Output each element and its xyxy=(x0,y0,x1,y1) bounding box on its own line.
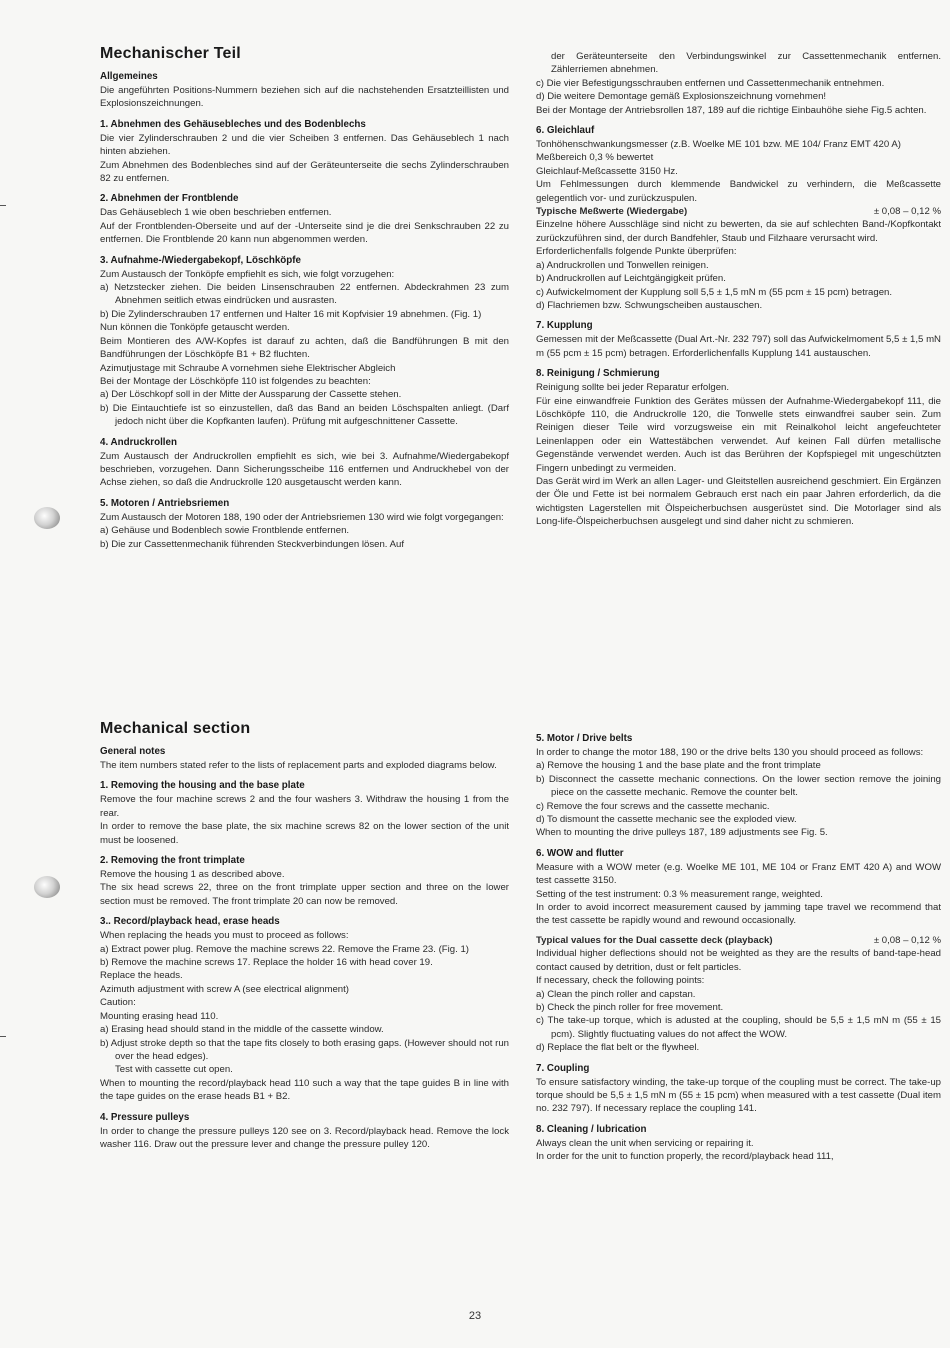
paragraph: Die vier Zylinderschrauben 2 und die vier Scheiben 3 entfernen. Das Gehäuseblech 1 nach hinten abziehen. xyxy=(100,132,509,158)
paragraph: Nun können die Tonköpfe getauscht werden. xyxy=(100,322,290,334)
list-item: d) Replace the flat belt or the flywheel. xyxy=(536,1042,700,1054)
list-item: d) To dismount the cassette mechanic see the exploded view. xyxy=(536,814,797,826)
typical-values-value: ± 0,08 – 0,12 % xyxy=(873,934,941,946)
list-item: a) Netzstecker ziehen. Die beiden Linsenschrauben 22 entfernen. Abdeckrahmen 23 zum Abnehmen seitlich etwas eindrücken und ausrasten. xyxy=(100,282,509,307)
paragraph: Remove the housing 1 as described above. xyxy=(100,869,285,881)
paragraph: When to mounting the drive pulleys 187, 189 adjustments see Fig. 5. xyxy=(536,827,828,839)
list-item: b) Die zur Cassettenmechanik führenden Steckverbindungen lösen. Auf xyxy=(100,538,404,550)
list-item: d) Die weitere Demontage gemäß Explosionszeichnung vornehmen! xyxy=(536,91,827,103)
list-item: a) Der Löschkopf soll in der Mitte der Aussparung der Cassette stehen. xyxy=(100,389,402,401)
paragraph: Einzelne höhere Ausschläge sind nicht zu bewerten, da sie auf schlechten Band-/Kopfkontakt zurückzuführen sind, der durch Bandfehler, Staub und Filzhaare verursacht wird. xyxy=(536,219,941,244)
paragraph: In order to remove the base plate, the six machine screws 82 on the lower section of the unit must be loosened. xyxy=(100,821,509,846)
list-item: b) Remove the machine screws 17. Replace the holder 16 with head cover 19. xyxy=(100,957,433,969)
heading: 7. Coupling xyxy=(536,1062,590,1074)
paragraph: Zum Austausch der Andruckrollen empfiehlt es sich, wie bei 3. Aufnahme/Wiedergabekopf beschrieben, vorzugehen. Dann Sicherungsscheibe 116 entfernen und Andruckhebel von der Achse ziehen, so daß die Andruckrolle 120 ausgetauscht werden kann. xyxy=(100,450,509,489)
paragraph: Das Gehäuseblech 1 wie oben beschrieben entfernen. xyxy=(100,207,332,219)
heading: 4. Andruckrollen xyxy=(100,436,177,448)
list-item: a) Andruckrollen und Tonwellen reinigen. xyxy=(536,259,709,271)
paragraph: When to mounting the record/playback head 110 such a way that the tape guides B in line with the tape guides on the erase heads B1 + B2. xyxy=(100,1077,509,1103)
list-item: a) Gehäuse und Bodenblech sowie Frontblende entfernen. xyxy=(100,525,350,537)
heading: 4. Pressure pulleys xyxy=(100,1111,190,1123)
english-left-column xyxy=(100,720,509,1151)
list-item: b) Die Zylinderschrauben 17 entfernen und Halter 16 mit Kopfvisier 19 abnehmen. (Fig. 1) xyxy=(100,308,482,320)
paragraph: Auf der Frontblenden-Oberseite und auf der -Unterseite sind je die drei Senkschrauben 22 zu entfernen. Die Frontblende 20 kann nun abgenommen werden. xyxy=(100,220,509,246)
paragraph: Caution: xyxy=(100,997,136,1009)
paragraph: Always clean the unit when servicing or repairing it. xyxy=(536,1137,754,1149)
list-item: b) Adjust stroke depth so that the tape fits closely to both erasing gaps. (However should not run over the head edges). xyxy=(100,1037,509,1062)
paragraph: Gemessen mit der Meßcassette (Dual Art.-Nr. 232 797) soll das Aufwickelmoment 5,5 ± 1,5 mN m (55 pcm ± 15 pcm) betragen. Erforderlichenfalls Kupplung 141 austauschen. xyxy=(536,334,941,359)
paragraph: Beim Montieren des A/W-Kopfes ist darauf zu achten, daß die Bandführungen B mit den Bandführungen der Löschköpfe B1 + B2 fluchten. xyxy=(100,335,509,361)
paragraph: Erforderlichenfalls folgende Punkte überprüfen: xyxy=(536,246,737,258)
paragraph: Test with cassette cut open. xyxy=(115,1064,233,1076)
paragraph: Reinigung sollte bei jeder Reparatur erfolgen. xyxy=(536,382,730,394)
heading: 5. Motor / Drive belts xyxy=(536,733,633,744)
paragraph: The six head screws 22, three on the front trimplate upper section and three on the lower section must be removed. The front trimplate 20 can now be removed. xyxy=(100,882,509,907)
paragraph: Individual higher deflections should not be weighted as they are the results of band-tape-head contact caused by detrition, dust or felt particles. xyxy=(536,948,941,973)
paragraph: Azimutjustage mit Schraube A vornehmen siehe Elektrischer Abgleich xyxy=(100,362,396,374)
binding-hole-bottom xyxy=(34,876,60,898)
typical-values-row xyxy=(536,205,941,218)
paragraph: Das Gerät wird im Werk an allen Lager- und Gleitstellen ausreichend geschmiert. Ein Ergänzen der Öle und Fette ist bei normalem Gebrauch erst nach ein paar Jahren erforderlich, da die wichtigsten Lagerstellen mit Ölspeicherbuchsen ausgerüstet sind. Die Motorlager sind als Long-life-Ölspeicherbuchsen ausgelegt und sind daher nicht zu schmieren. xyxy=(536,475,941,528)
heading: 2. Abnehmen der Frontblende xyxy=(100,193,239,205)
list-item: c) Aufwickelmoment der Kupplung soll 5,5 ± 1,5 mN m (55 pcm ± 15 pcm) betragen. xyxy=(536,286,893,298)
heading: 8. Cleaning / lubrication xyxy=(536,1123,647,1135)
paragraph: Zum Abnehmen des Bodenbleches sind auf der Geräteunterseite die sechs Zylinderschrauben 82 zu entfernen. xyxy=(100,159,509,185)
paragraph: Die angeführten Positions-Nummern beziehen sich auf die nachstehenden Ersatzteillisten und Explosionszeichnungen. xyxy=(100,85,509,110)
paragraph: In order to change the motor 188, 190 or the drive belts 130 you should proceed as follows: xyxy=(536,747,924,758)
paragraph: Bei der Montage der Löschköpfe 110 ist folgendes zu beachten: xyxy=(100,375,371,387)
paragraph: Bei der Montage der Antriebsrollen 187, 189 auf die richtige Einbauhöhe siehe Fig.5 achten. xyxy=(536,104,927,116)
list-item: b) Die Eintauchtiefe ist so einzustellen, daß das Band an beiden Löschspalten anliegt. (Darf jedoch nicht über die Kopfkanten laufen). Prüfung mit aufgeschnittener Cassette. xyxy=(100,402,509,428)
paragraph: Azimuth adjustment with screw A (see electrical alignment) xyxy=(100,983,350,995)
list-item: b) Disconnect the cassette mechanic connections. On the lower section remove the joining piece on the cassette mechanic. Remove the counter belt. xyxy=(536,773,941,799)
list-item: c) Die vier Befestigungsschrauben entfernen und Cassettenmechanik entnehmen. xyxy=(536,77,885,89)
list-item: c) The take-up torque, which is adusted at the coupling, should be 5,5 ± 1,5 mN m (55 ± 15 pcm). Slightly fluctuating values do not affect the WOW. xyxy=(536,1015,941,1040)
edge-mark xyxy=(0,1036,6,1037)
heading: Allgemeines xyxy=(100,71,158,82)
typical-values-row xyxy=(536,934,941,947)
heading: 7. Kupplung xyxy=(536,320,593,332)
heading: General notes xyxy=(100,746,166,757)
list-item: c) Remove the four screws and the cassette mechanic. xyxy=(536,800,770,812)
paragraph: Gleichlauf-Meßcassette 3150 Hz. xyxy=(536,165,678,177)
section-title-english: Mechanical section xyxy=(100,720,251,737)
german-left-column xyxy=(100,45,509,551)
list-item: a) Erasing head should stand in the middle of the cassette window. xyxy=(100,1024,384,1036)
heading: 5. Motoren / Antriebsriemen xyxy=(100,497,230,509)
english-right-column xyxy=(536,732,941,1164)
heading: 6. Gleichlauf xyxy=(536,125,595,137)
paragraph: If necessary, check the following points: xyxy=(536,975,705,987)
paragraph: In order to avoid incorrect measurement caused by jamming tape travel we recommend that the test cassette be rapidly wound and rewound occasionally. xyxy=(536,902,941,927)
heading: 2. Removing the front trimplate xyxy=(100,855,245,867)
typical-values-label: Typical values for the Dual cassette deck (playback) xyxy=(536,934,773,946)
heading: 3.. Record/playback head, erase heads xyxy=(100,916,280,928)
paragraph: Mounting erasing head 110. xyxy=(100,1010,219,1022)
list-item: d) Flachriemen bzw. Schwungscheiben austauschen. xyxy=(536,299,763,311)
paragraph: Measure with a WOW meter (e.g. Woelke ME 101, ME 104 or Franz EMT 420 A) and WOW test cassette 3150. xyxy=(536,861,941,887)
paragraph: The item numbers stated refer to the lists of replacement parts and exploded diagrams below. xyxy=(100,760,497,771)
paragraph: Replace the heads. xyxy=(100,970,183,982)
typical-values-label: Typische Meßwerte (Wiedergabe) xyxy=(536,206,688,218)
list-item: a) Clean the pinch roller and capstan. xyxy=(536,988,696,1000)
german-right-column xyxy=(536,50,941,529)
paragraph: In order to change the pressure pulleys 120 see on 3. Record/playback head. Remove the lock washer 116. Draw out the pressure lever and change the pressure pulley 120. xyxy=(100,1125,509,1150)
heading: 1. Removing the housing and the base plate xyxy=(100,780,305,792)
typical-values-value: ± 0,08 – 0,12 % xyxy=(873,206,941,218)
paragraph: Meßbereich 0,3 % bewertet xyxy=(536,152,654,164)
page-number: 23 xyxy=(468,1310,482,1322)
edge-mark xyxy=(0,205,6,206)
list-item: a) Remove the housing 1 and the base plate and the front trimplate xyxy=(536,760,821,772)
list-item: b) Check the pinch roller for free movement. xyxy=(536,1001,724,1013)
paragraph: When replacing the heads you must to proceed as follows: xyxy=(100,930,349,942)
list-item: a) Extract power plug. Remove the machine screws 22. Remove the Frame 23. (Fig. 1) xyxy=(100,943,469,955)
section-title-german: Mechanischer Teil xyxy=(100,45,241,62)
heading: 3. Aufnahme-/Wiedergabekopf, Löschköpfe xyxy=(100,254,301,266)
list-item: b) Andruckrollen auf Leichtgängigkeit prüfen. xyxy=(536,273,726,285)
paragraph: Zum Austausch der Motoren 188, 190 oder der Antriebsriemen 130 wird wie folgt vorgegangen: xyxy=(100,511,504,523)
binding-hole-top xyxy=(34,507,60,529)
paragraph: To ensure satisfactory winding, the take-up torque of the coupling must be correct. The take-up torque should be 5,5 ± 1,5 mN m (55 ± 15 pcm) when measured with a test cassette (Dual item no. 232 797). If necessary replace the coupling 141. xyxy=(536,1076,941,1115)
paragraph: Für eine einwandfreie Funktion des Gerätes müssen der Aufnahme-Wiedergabekopf 111, die Löschköpfe 110, die Andruckrolle 120, die Tonwelle stets einwandfrei sauber sein. Zum Reinigen dieser Teile wird vorzugsweise ein mit Reinalkohol leicht angefeuchteter Leinenlappen oder ein Wattestäbchen verwendet. Auf keinen Fall dürfen metallische Gegenstände verwendet werden. Auch ist das Berühren der Kopfspiegel mit ungeschützten Fingern unbedingt zu vermeiden. xyxy=(536,395,941,474)
paragraph: In order for the unit to function properly, the record/playback head 111, xyxy=(536,1151,834,1163)
paragraph: Um Fehlmessungen durch klemmende Bandwickel zu verhindern, die Meßcassette gelegentlich vor- und zurückzuspulen. xyxy=(536,179,941,204)
paragraph: der Geräteunterseite den Verbindungswinkel zur Cassettenmechanik entfernen. Zählerriemen abnehmen. xyxy=(551,51,941,76)
paragraph: Zum Austausch der Tonköpfe empfiehlt es sich, wie folgt vorzugehen: xyxy=(100,268,395,280)
heading: 8. Reinigung / Schmierung xyxy=(536,368,660,380)
heading: 6. WOW and flutter xyxy=(536,847,624,859)
paragraph: Tonhöhenschwankungsmesser (z.B. Woelke ME 101 bzw. ME 104/ Franz EMT 420 A) xyxy=(536,139,901,151)
heading: 1. Abnehmen des Gehäusebleches und des Bodenblechs xyxy=(100,118,366,130)
paragraph: Remove the four machine screws 2 and the four washers 3. Withdraw the housing 1 from the rear. xyxy=(100,794,509,819)
paragraph: Setting of the test instrument: 0.3 % measurement range, weighted. xyxy=(536,888,823,900)
